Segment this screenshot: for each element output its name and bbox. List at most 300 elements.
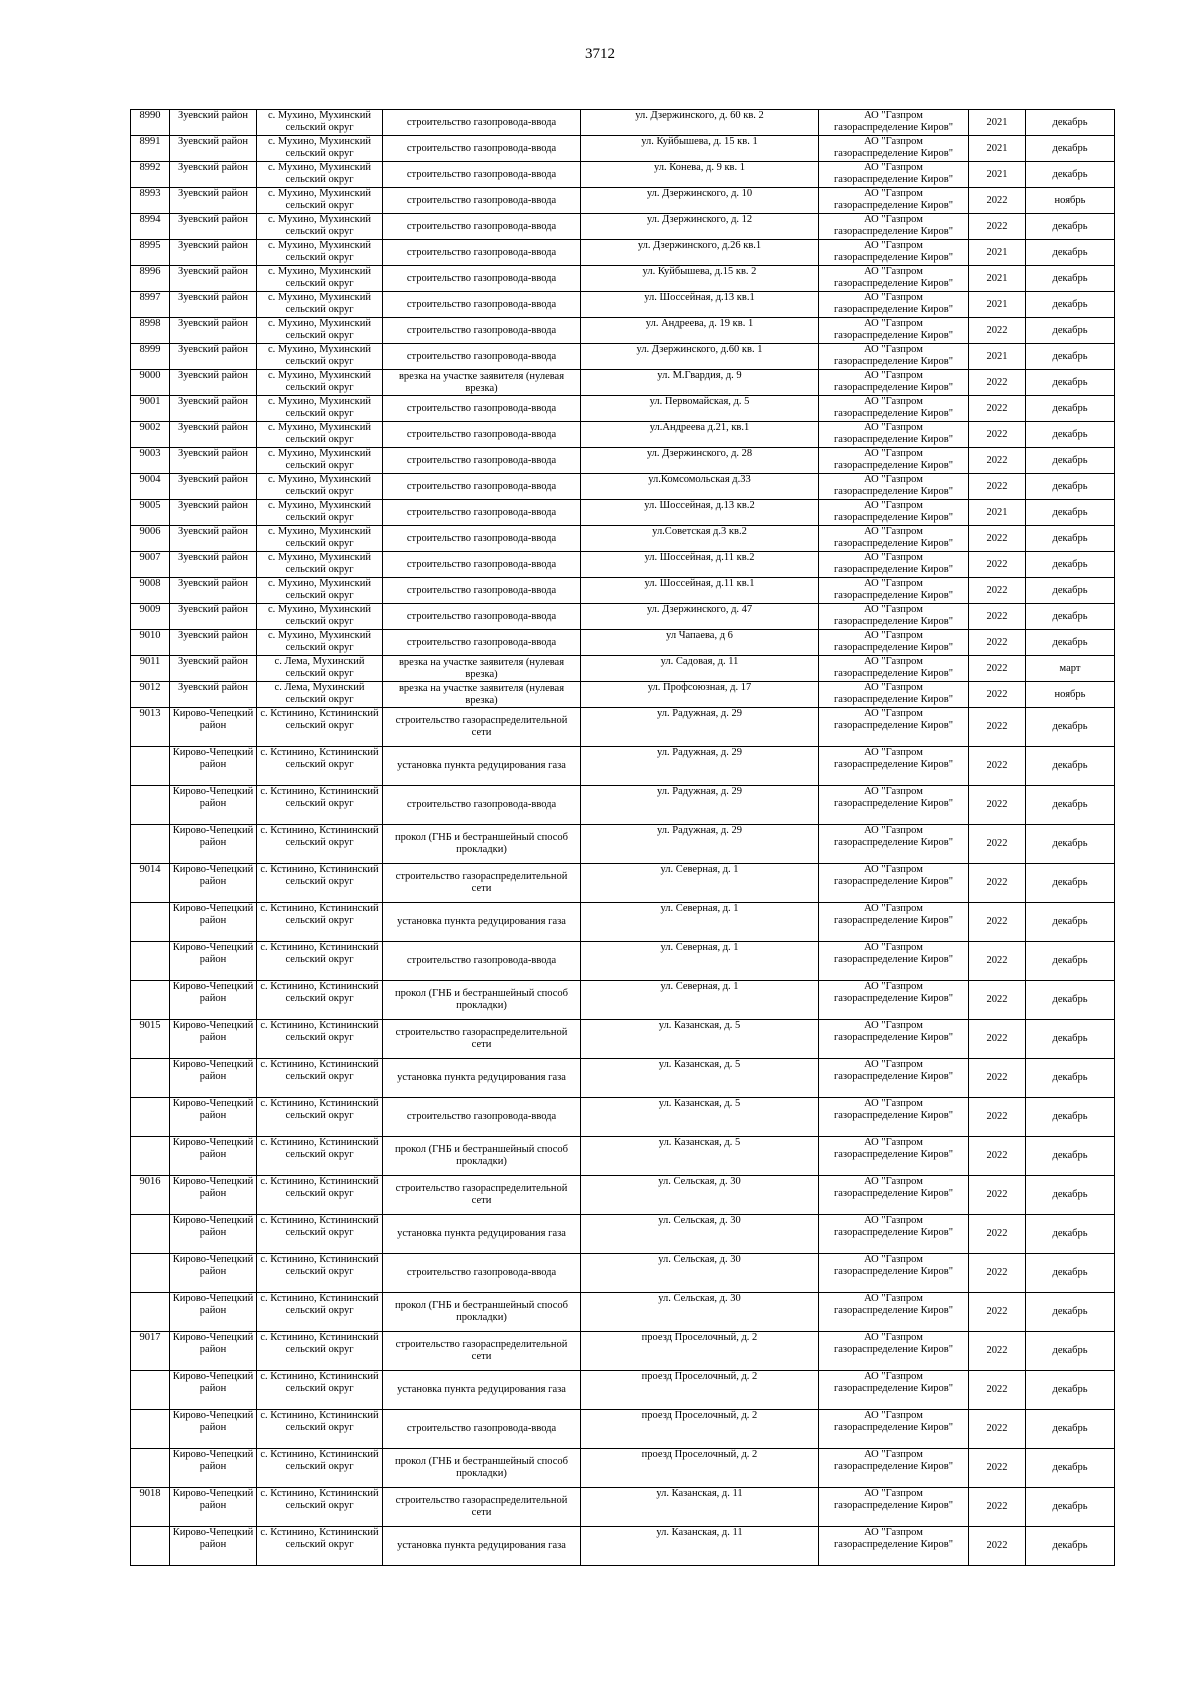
- address-cell: ул. Садовая, д. 11: [581, 656, 819, 682]
- work-type-cell: строительство газопровода-ввода: [383, 214, 581, 240]
- work-type-cell: строительство газопровода-ввода: [383, 1254, 581, 1293]
- settlement-cell: с. Кстинино, Кстининский сельский округ: [257, 747, 383, 786]
- row-number-cell: [131, 942, 170, 981]
- work-type-cell: строительство газопровода-ввода: [383, 266, 581, 292]
- row-number-cell: 8997: [131, 292, 170, 318]
- month-cell: декабрь: [1026, 1332, 1115, 1371]
- row-number-cell: [131, 903, 170, 942]
- district-cell: Кирово-Чепецкий район: [170, 786, 257, 825]
- row-number-cell: 9001: [131, 396, 170, 422]
- month-cell: декабрь: [1026, 981, 1115, 1020]
- month-cell: декабрь: [1026, 474, 1115, 500]
- table-row: [131, 214, 1115, 240]
- work-type-cell: врезка на участке заявителя (нулевая врезка): [383, 370, 581, 396]
- table-row: [131, 942, 1115, 981]
- settlement-cell: с. Мухино, Мухинский сельский округ: [257, 188, 383, 214]
- address-cell: ул. Радужная, д. 29: [581, 825, 819, 864]
- work-type-cell: прокол (ГНБ и бестраншейный способ прокладки): [383, 825, 581, 864]
- organization-cell: АО "Газпром газораспределение Киров": [819, 162, 969, 188]
- year-cell: 2022: [969, 1410, 1026, 1449]
- settlement-cell: с. Мухино, Мухинский сельский округ: [257, 604, 383, 630]
- table-row: [131, 1254, 1115, 1293]
- month-cell: декабрь: [1026, 1449, 1115, 1488]
- table-row: [131, 188, 1115, 214]
- month-cell: декабрь: [1026, 240, 1115, 266]
- row-number-cell: 9006: [131, 526, 170, 552]
- district-cell: Кирово-Чепецкий район: [170, 1215, 257, 1254]
- settlement-cell: с. Кстинино, Кстининский сельский округ: [257, 1215, 383, 1254]
- work-type-cell: установка пункта редуцирования газа: [383, 1215, 581, 1254]
- address-cell: ул. Сельская, д. 30: [581, 1176, 819, 1215]
- work-type-cell: строительство газопровода-ввода: [383, 292, 581, 318]
- district-cell: Зуевский район: [170, 526, 257, 552]
- row-number-cell: 9010: [131, 630, 170, 656]
- district-cell: Кирово-Чепецкий район: [170, 1176, 257, 1215]
- settlement-cell: с. Мухино, Мухинский сельский округ: [257, 266, 383, 292]
- table-row: [131, 448, 1115, 474]
- organization-cell: АО "Газпром газораспределение Киров": [819, 747, 969, 786]
- work-type-cell: установка пункта редуцирования газа: [383, 1527, 581, 1566]
- year-cell: 2022: [969, 1059, 1026, 1098]
- row-number-cell: [131, 1215, 170, 1254]
- row-number-cell: 9004: [131, 474, 170, 500]
- table-row: [131, 747, 1115, 786]
- address-cell: ул. Северная, д. 1: [581, 903, 819, 942]
- address-cell: ул. Казанская, д. 11: [581, 1527, 819, 1566]
- month-cell: декабрь: [1026, 344, 1115, 370]
- district-cell: Зуевский район: [170, 318, 257, 344]
- settlement-cell: с. Кстинино, Кстининский сельский округ: [257, 864, 383, 903]
- table-row: [131, 825, 1115, 864]
- district-cell: Зуевский район: [170, 448, 257, 474]
- address-cell: ул. Казанская, д. 11: [581, 1488, 819, 1527]
- year-cell: 2022: [969, 604, 1026, 630]
- district-cell: Зуевский район: [170, 370, 257, 396]
- table-row: [131, 136, 1115, 162]
- year-cell: 2021: [969, 240, 1026, 266]
- year-cell: 2022: [969, 578, 1026, 604]
- work-type-cell: строительство газопровода-ввода: [383, 448, 581, 474]
- district-cell: Зуевский район: [170, 578, 257, 604]
- settlement-cell: с. Кстинино, Кстининский сельский округ: [257, 1488, 383, 1527]
- address-cell: проезд Проселочный, д. 2: [581, 1449, 819, 1488]
- organization-cell: АО "Газпром газораспределение Киров": [819, 1254, 969, 1293]
- year-cell: 2022: [969, 682, 1026, 708]
- row-number-cell: 9002: [131, 422, 170, 448]
- address-cell: ул. Шоссейная, д.11 кв.2: [581, 552, 819, 578]
- year-cell: 2022: [969, 864, 1026, 903]
- district-cell: Зуевский район: [170, 162, 257, 188]
- year-cell: 2022: [969, 1098, 1026, 1137]
- year-cell: 2022: [969, 318, 1026, 344]
- table-row: [131, 1449, 1115, 1488]
- settlement-cell: с. Мухино, Мухинский сельский округ: [257, 474, 383, 500]
- row-number-cell: 9014: [131, 864, 170, 903]
- row-number-cell: 8998: [131, 318, 170, 344]
- row-number-cell: 9017: [131, 1332, 170, 1371]
- year-cell: 2022: [969, 1527, 1026, 1566]
- settlement-cell: с. Кстинино, Кстининский сельский округ: [257, 903, 383, 942]
- month-cell: декабрь: [1026, 266, 1115, 292]
- page-number: 3712: [585, 46, 615, 62]
- address-cell: ул. Дзержинского, д.60 кв. 1: [581, 344, 819, 370]
- organization-cell: АО "Газпром газораспределение Киров": [819, 903, 969, 942]
- organization-cell: АО "Газпром газораспределение Киров": [819, 864, 969, 903]
- year-cell: 2022: [969, 630, 1026, 656]
- row-number-cell: [131, 1293, 170, 1332]
- address-cell: ул. Казанская, д. 5: [581, 1059, 819, 1098]
- organization-cell: АО "Газпром газораспределение Киров": [819, 825, 969, 864]
- work-type-cell: прокол (ГНБ и бестраншейный способ прокладки): [383, 1293, 581, 1332]
- work-type-cell: строительство газопровода-ввода: [383, 526, 581, 552]
- year-cell: 2022: [969, 1371, 1026, 1410]
- district-cell: Зуевский район: [170, 266, 257, 292]
- month-cell: декабрь: [1026, 136, 1115, 162]
- row-number-cell: 9008: [131, 578, 170, 604]
- work-type-cell: строительство газопровода-ввода: [383, 1410, 581, 1449]
- month-cell: декабрь: [1026, 1410, 1115, 1449]
- organization-cell: АО "Газпром газораспределение Киров": [819, 474, 969, 500]
- month-cell: декабрь: [1026, 162, 1115, 188]
- month-cell: декабрь: [1026, 1488, 1115, 1527]
- month-cell: декабрь: [1026, 552, 1115, 578]
- year-cell: 2022: [969, 1332, 1026, 1371]
- work-type-cell: прокол (ГНБ и бестраншейный способ прокладки): [383, 1449, 581, 1488]
- address-cell: проезд Проселочный, д. 2: [581, 1332, 819, 1371]
- district-cell: Зуевский район: [170, 396, 257, 422]
- settlement-cell: с. Кстинино, Кстининский сельский округ: [257, 1449, 383, 1488]
- organization-cell: АО "Газпром газораспределение Киров": [819, 396, 969, 422]
- organization-cell: АО "Газпром газораспределение Киров": [819, 292, 969, 318]
- row-number-cell: 9012: [131, 682, 170, 708]
- organization-cell: АО "Газпром газораспределение Киров": [819, 656, 969, 682]
- organization-cell: АО "Газпром газораспределение Киров": [819, 1410, 969, 1449]
- address-cell: ул. Куйбышева, д.15 кв. 2: [581, 266, 819, 292]
- table-row: [131, 344, 1115, 370]
- district-cell: Кирово-Чепецкий район: [170, 708, 257, 747]
- month-cell: декабрь: [1026, 292, 1115, 318]
- settlement-cell: с. Мухино, Мухинский сельский округ: [257, 396, 383, 422]
- year-cell: 2022: [969, 825, 1026, 864]
- organization-cell: АО "Газпром газораспределение Киров": [819, 318, 969, 344]
- district-cell: Кирово-Чепецкий район: [170, 1527, 257, 1566]
- row-number-cell: [131, 1059, 170, 1098]
- organization-cell: АО "Газпром газораспределение Киров": [819, 552, 969, 578]
- district-cell: Зуевский район: [170, 422, 257, 448]
- address-cell: ул. Дзержинского, д. 10: [581, 188, 819, 214]
- year-cell: 2022: [969, 214, 1026, 240]
- work-type-cell: строительство газопровода-ввода: [383, 578, 581, 604]
- address-cell: ул. Северная, д. 1: [581, 981, 819, 1020]
- table-row: [131, 1332, 1115, 1371]
- district-cell: Кирово-Чепецкий район: [170, 825, 257, 864]
- month-cell: декабрь: [1026, 422, 1115, 448]
- settlement-cell: с. Мухино, Мухинский сельский округ: [257, 344, 383, 370]
- year-cell: 2022: [969, 396, 1026, 422]
- organization-cell: АО "Газпром газораспределение Киров": [819, 1098, 969, 1137]
- row-number-cell: 8999: [131, 344, 170, 370]
- month-cell: декабрь: [1026, 370, 1115, 396]
- row-number-cell: [131, 1371, 170, 1410]
- address-cell: ул. Шоссейная, д.13 кв.2: [581, 500, 819, 526]
- row-number-cell: 9003: [131, 448, 170, 474]
- year-cell: 2022: [969, 747, 1026, 786]
- address-cell: проезд Проселочный, д. 2: [581, 1410, 819, 1449]
- settlement-cell: с. Кстинино, Кстининский сельский округ: [257, 981, 383, 1020]
- address-cell: ул. Казанская, д. 5: [581, 1137, 819, 1176]
- district-cell: Зуевский район: [170, 604, 257, 630]
- organization-cell: АО "Газпром газораспределение Киров": [819, 448, 969, 474]
- organization-cell: АО "Газпром газораспределение Киров": [819, 370, 969, 396]
- organization-cell: АО "Газпром газораспределение Киров": [819, 604, 969, 630]
- organization-cell: АО "Газпром газораспределение Киров": [819, 1137, 969, 1176]
- table-row: [131, 864, 1115, 903]
- work-type-cell: строительство газопровода-ввода: [383, 110, 581, 136]
- settlement-cell: с. Кстинино, Кстининский сельский округ: [257, 1254, 383, 1293]
- table-row: [131, 708, 1115, 747]
- table-row: [131, 240, 1115, 266]
- settlement-cell: с. Кстинино, Кстининский сельский округ: [257, 1410, 383, 1449]
- organization-cell: АО "Газпром газораспределение Киров": [819, 1371, 969, 1410]
- organization-cell: АО "Газпром газораспределение Киров": [819, 682, 969, 708]
- row-number-cell: 8995: [131, 240, 170, 266]
- district-cell: Зуевский район: [170, 656, 257, 682]
- address-cell: ул. Северная, д. 1: [581, 864, 819, 903]
- year-cell: 2021: [969, 136, 1026, 162]
- work-type-cell: установка пункта редуцирования газа: [383, 1059, 581, 1098]
- work-type-cell: установка пункта редуцирования газа: [383, 1371, 581, 1410]
- address-cell: ул. Северная, д. 1: [581, 942, 819, 981]
- row-number-cell: 8994: [131, 214, 170, 240]
- table-row: [131, 526, 1115, 552]
- table-row: [131, 1410, 1115, 1449]
- settlement-cell: с. Мухино, Мухинский сельский округ: [257, 162, 383, 188]
- year-cell: 2021: [969, 500, 1026, 526]
- row-number-cell: [131, 1098, 170, 1137]
- row-number-cell: [131, 1449, 170, 1488]
- organization-cell: АО "Газпром газораспределение Киров": [819, 1527, 969, 1566]
- year-cell: 2022: [969, 1254, 1026, 1293]
- year-cell: 2022: [969, 1449, 1026, 1488]
- organization-cell: АО "Газпром газораспределение Киров": [819, 214, 969, 240]
- work-type-cell: прокол (ГНБ и бестраншейный способ прокладки): [383, 1137, 581, 1176]
- row-number-cell: [131, 747, 170, 786]
- settlement-cell: с. Кстинино, Кстининский сельский округ: [257, 825, 383, 864]
- settlement-cell: с. Мухино, Мухинский сельский округ: [257, 630, 383, 656]
- address-cell: ул.Андреева д.21, кв.1: [581, 422, 819, 448]
- table-row: [131, 604, 1115, 630]
- district-cell: Кирово-Чепецкий район: [170, 942, 257, 981]
- work-type-cell: строительство газопровода-ввода: [383, 318, 581, 344]
- work-type-cell: установка пункта редуцирования газа: [383, 747, 581, 786]
- work-type-cell: строительство газопровода-ввода: [383, 604, 581, 630]
- district-cell: Кирово-Чепецкий район: [170, 1098, 257, 1137]
- month-cell: декабрь: [1026, 578, 1115, 604]
- settlement-cell: с. Мухино, Мухинский сельский округ: [257, 526, 383, 552]
- settlement-cell: с. Кстинино, Кстининский сельский округ: [257, 1527, 383, 1566]
- row-number-cell: 8991: [131, 136, 170, 162]
- organization-cell: АО "Газпром газораспределение Киров": [819, 1215, 969, 1254]
- organization-cell: АО "Газпром газораспределение Киров": [819, 578, 969, 604]
- organization-cell: АО "Газпром газораспределение Киров": [819, 1020, 969, 1059]
- address-cell: ул. Сельская, д. 30: [581, 1293, 819, 1332]
- table-row: [131, 1098, 1115, 1137]
- row-number-cell: 8993: [131, 188, 170, 214]
- district-cell: Кирово-Чепецкий район: [170, 1488, 257, 1527]
- table-row: [131, 1137, 1115, 1176]
- row-number-cell: [131, 1527, 170, 1566]
- district-cell: Кирово-Чепецкий район: [170, 1332, 257, 1371]
- settlement-cell: с. Мухино, Мухинский сельский округ: [257, 500, 383, 526]
- month-cell: декабрь: [1026, 1254, 1115, 1293]
- organization-cell: АО "Газпром газораспределение Киров": [819, 1176, 969, 1215]
- table-row: [131, 396, 1115, 422]
- district-cell: Кирово-Чепецкий район: [170, 981, 257, 1020]
- organization-cell: АО "Газпром газораспределение Киров": [819, 344, 969, 370]
- table-row: [131, 1527, 1115, 1566]
- settlement-cell: с. Лема, Мухинский сельский округ: [257, 656, 383, 682]
- settlement-cell: с. Мухино, Мухинский сельский округ: [257, 136, 383, 162]
- registry-table: [130, 109, 1115, 1566]
- district-cell: Зуевский район: [170, 136, 257, 162]
- work-type-cell: строительство газопровода-ввода: [383, 188, 581, 214]
- work-type-cell: врезка на участке заявителя (нулевая врезка): [383, 656, 581, 682]
- district-cell: Кирово-Чепецкий район: [170, 747, 257, 786]
- row-number-cell: 9009: [131, 604, 170, 630]
- month-cell: декабрь: [1026, 1293, 1115, 1332]
- settlement-cell: с. Мухино, Мухинский сельский округ: [257, 110, 383, 136]
- settlement-cell: с. Кстинино, Кстининский сельский округ: [257, 1020, 383, 1059]
- month-cell: декабрь: [1026, 110, 1115, 136]
- settlement-cell: с. Мухино, Мухинский сельский округ: [257, 552, 383, 578]
- table-row: [131, 630, 1115, 656]
- organization-cell: АО "Газпром газораспределение Киров": [819, 266, 969, 292]
- month-cell: декабрь: [1026, 942, 1115, 981]
- month-cell: декабрь: [1026, 1371, 1115, 1410]
- row-number-cell: 8996: [131, 266, 170, 292]
- organization-cell: АО "Газпром газораспределение Киров": [819, 708, 969, 747]
- month-cell: декабрь: [1026, 318, 1115, 344]
- work-type-cell: строительство газораспределительной сети: [383, 864, 581, 903]
- address-cell: ул. Казанская, д. 5: [581, 1020, 819, 1059]
- month-cell: март: [1026, 656, 1115, 682]
- work-type-cell: строительство газораспределительной сети: [383, 1020, 581, 1059]
- district-cell: Зуевский район: [170, 292, 257, 318]
- year-cell: 2022: [969, 1215, 1026, 1254]
- month-cell: декабрь: [1026, 1098, 1115, 1137]
- district-cell: Зуевский район: [170, 110, 257, 136]
- settlement-cell: с. Кстинино, Кстининский сельский округ: [257, 1059, 383, 1098]
- row-number-cell: 9007: [131, 552, 170, 578]
- month-cell: декабрь: [1026, 708, 1115, 747]
- table-row: [131, 1293, 1115, 1332]
- district-cell: Зуевский район: [170, 214, 257, 240]
- settlement-cell: с. Кстинино, Кстининский сельский округ: [257, 1371, 383, 1410]
- district-cell: Зуевский район: [170, 630, 257, 656]
- row-number-cell: 9000: [131, 370, 170, 396]
- table-row: [131, 656, 1115, 682]
- address-cell: ул. Дзержинского, д. 28: [581, 448, 819, 474]
- year-cell: 2022: [969, 474, 1026, 500]
- month-cell: ноябрь: [1026, 188, 1115, 214]
- organization-cell: АО "Газпром газораспределение Киров": [819, 1449, 969, 1488]
- district-cell: Зуевский район: [170, 188, 257, 214]
- organization-cell: АО "Газпром газораспределение Киров": [819, 500, 969, 526]
- year-cell: 2021: [969, 162, 1026, 188]
- month-cell: ноябрь: [1026, 682, 1115, 708]
- year-cell: 2022: [969, 448, 1026, 474]
- work-type-cell: строительство газопровода-ввода: [383, 136, 581, 162]
- address-cell: ул. Конева, д. 9 кв. 1: [581, 162, 819, 188]
- year-cell: 2022: [969, 656, 1026, 682]
- table-row: [131, 110, 1115, 136]
- work-type-cell: установка пункта редуцирования газа: [383, 903, 581, 942]
- address-cell: ул.Советская д.3 кв.2: [581, 526, 819, 552]
- work-type-cell: строительство газораспределительной сети: [383, 708, 581, 747]
- table-row: [131, 318, 1115, 344]
- work-type-cell: строительство газопровода-ввода: [383, 344, 581, 370]
- address-cell: ул. Сельская, д. 30: [581, 1215, 819, 1254]
- organization-cell: АО "Газпром газораспределение Киров": [819, 422, 969, 448]
- district-cell: Кирово-Чепецкий район: [170, 1254, 257, 1293]
- settlement-cell: с. Кстинино, Кстининский сельский округ: [257, 942, 383, 981]
- row-number-cell: [131, 1410, 170, 1449]
- year-cell: 2022: [969, 786, 1026, 825]
- month-cell: декабрь: [1026, 1020, 1115, 1059]
- district-cell: Зуевский район: [170, 240, 257, 266]
- month-cell: декабрь: [1026, 747, 1115, 786]
- work-type-cell: строительство газораспределительной сети: [383, 1488, 581, 1527]
- organization-cell: АО "Газпром газораспределение Киров": [819, 240, 969, 266]
- month-cell: декабрь: [1026, 396, 1115, 422]
- table-row: [131, 578, 1115, 604]
- settlement-cell: с. Кстинино, Кстининский сельский округ: [257, 1137, 383, 1176]
- table-row: [131, 786, 1115, 825]
- address-cell: ул. Профсоюзная, д. 17: [581, 682, 819, 708]
- organization-cell: АО "Газпром газораспределение Киров": [819, 526, 969, 552]
- district-cell: Кирово-Чепецкий район: [170, 1449, 257, 1488]
- organization-cell: АО "Газпром газораспределение Киров": [819, 1332, 969, 1371]
- table-row: [131, 1176, 1115, 1215]
- table-row: [131, 474, 1115, 500]
- row-number-cell: 8990: [131, 110, 170, 136]
- year-cell: 2021: [969, 344, 1026, 370]
- organization-cell: АО "Газпром газораспределение Киров": [819, 1488, 969, 1527]
- work-type-cell: строительство газопровода-ввода: [383, 786, 581, 825]
- settlement-cell: с. Мухино, Мухинский сельский округ: [257, 240, 383, 266]
- table-row: [131, 370, 1115, 396]
- address-cell: ул Чапаева, д 6: [581, 630, 819, 656]
- month-cell: декабрь: [1026, 1059, 1115, 1098]
- month-cell: декабрь: [1026, 864, 1115, 903]
- table-row: [131, 1020, 1115, 1059]
- work-type-cell: строительство газопровода-ввода: [383, 474, 581, 500]
- month-cell: декабрь: [1026, 825, 1115, 864]
- row-number-cell: 9005: [131, 500, 170, 526]
- address-cell: ул. М.Гвардия, д. 9: [581, 370, 819, 396]
- table-row: [131, 266, 1115, 292]
- year-cell: 2022: [969, 1488, 1026, 1527]
- address-cell: ул. Дзержинского, д. 12: [581, 214, 819, 240]
- settlement-cell: с. Лема, Мухинский сельский округ: [257, 682, 383, 708]
- address-cell: ул. Радужная, д. 29: [581, 747, 819, 786]
- district-cell: Кирово-Чепецкий район: [170, 1410, 257, 1449]
- row-number-cell: 9015: [131, 1020, 170, 1059]
- district-cell: Зуевский район: [170, 682, 257, 708]
- table-row: [131, 552, 1115, 578]
- work-type-cell: строительство газопровода-ввода: [383, 162, 581, 188]
- work-type-cell: строительство газопровода-ввода: [383, 240, 581, 266]
